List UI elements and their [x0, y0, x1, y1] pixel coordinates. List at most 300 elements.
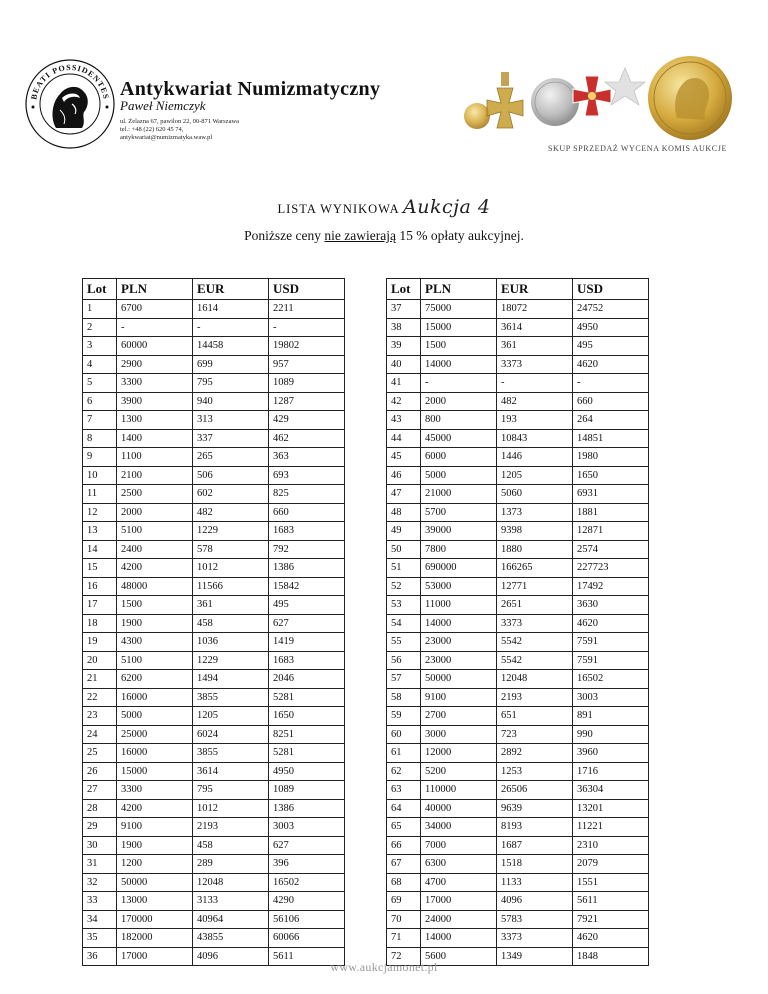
table-header-row [387, 279, 649, 300]
table-row [387, 799, 649, 818]
eur-cell: 265 [193, 448, 269, 467]
pln-cell: 1500 [117, 596, 193, 615]
pln-cell: 6700 [117, 300, 193, 319]
usd-cell: 1848 [573, 947, 649, 966]
table-row [83, 670, 345, 689]
lot-cell: 54 [387, 614, 421, 633]
table-row [387, 929, 649, 948]
lot-cell: 51 [387, 559, 421, 578]
lot-cell: 68 [387, 873, 421, 892]
usd-cell: 5611 [573, 892, 649, 911]
pln-cell: 6000 [421, 448, 497, 467]
lot-cell: 67 [387, 855, 421, 874]
lot-cell: 38 [387, 318, 421, 337]
pln-cell: 3900 [117, 392, 193, 411]
pln-cell: 5700 [421, 503, 497, 522]
usd-cell: 957 [269, 355, 345, 374]
lot-cell: 22 [83, 688, 117, 707]
pln-cell: 60000 [117, 337, 193, 356]
table-row [83, 910, 345, 929]
eur-cell: 9639 [497, 799, 573, 818]
table-row [83, 300, 345, 319]
eur-cell: 40964 [193, 910, 269, 929]
header-lot: Lot [83, 279, 117, 300]
pln-cell: 34000 [421, 818, 497, 837]
pln-cell: 690000 [421, 559, 497, 578]
eur-cell: 3373 [497, 355, 573, 374]
usd-cell: 2079 [573, 855, 649, 874]
address-line: ul. Żelazna 67, pawilon 22, 00-871 Warszawa [120, 118, 240, 125]
eur-cell: 2193 [497, 688, 573, 707]
pln-cell: 1300 [117, 411, 193, 430]
lot-cell: 53 [387, 596, 421, 615]
pln-cell: 7000 [421, 836, 497, 855]
pln-cell: 4200 [117, 799, 193, 818]
pln-cell: 1200 [117, 855, 193, 874]
table-row [83, 392, 345, 411]
seal-logo-icon [20, 52, 120, 152]
eur-cell: 699 [193, 355, 269, 374]
lot-cell: 21 [83, 670, 117, 689]
lot-cell: 31 [83, 855, 117, 874]
header-eur: EUR [497, 279, 573, 300]
table-row [83, 781, 345, 800]
usd-cell: 3630 [573, 596, 649, 615]
usd-cell: 363 [269, 448, 345, 467]
lot-cell: 40 [387, 355, 421, 374]
table-row [83, 466, 345, 485]
eur-cell: 4096 [497, 892, 573, 911]
eur-cell: 795 [193, 374, 269, 393]
pln-cell: 2000 [421, 392, 497, 411]
lot-cell: 61 [387, 744, 421, 763]
pln-cell: 16000 [117, 688, 193, 707]
usd-cell: 6931 [573, 485, 649, 504]
lot-cell: 34 [83, 910, 117, 929]
pln-cell: 110000 [421, 781, 497, 800]
pln-cell: 25000 [117, 725, 193, 744]
eur-cell: 795 [193, 781, 269, 800]
table-row [83, 540, 345, 559]
eur-cell: 940 [193, 392, 269, 411]
usd-cell: 1716 [573, 762, 649, 781]
lot-cell: 24 [83, 725, 117, 744]
eur-cell: 313 [193, 411, 269, 430]
results-table-right [386, 278, 649, 966]
pln-cell: 4700 [421, 873, 497, 892]
header-lot: Lot [387, 279, 421, 300]
lot-cell: 6 [83, 392, 117, 411]
usd-cell: 2574 [573, 540, 649, 559]
usd-cell: 3003 [573, 688, 649, 707]
usd-cell: 24752 [573, 300, 649, 319]
table-body-left [83, 300, 345, 966]
usd-cell: 825 [269, 485, 345, 504]
usd-cell: 462 [269, 429, 345, 448]
eur-cell: 1494 [193, 670, 269, 689]
lot-cell: 58 [387, 688, 421, 707]
eur-cell: 1446 [497, 448, 573, 467]
table-row [83, 596, 345, 615]
usd-cell: 4620 [573, 355, 649, 374]
usd-cell: 660 [573, 392, 649, 411]
lot-cell: 44 [387, 429, 421, 448]
lot-cell: 19 [83, 633, 117, 652]
results-table-left [82, 278, 345, 966]
usd-cell: 1881 [573, 503, 649, 522]
header-usd: USD [269, 279, 345, 300]
eur-cell: 1687 [497, 836, 573, 855]
pln-cell: 3000 [421, 725, 497, 744]
usd-cell: - [269, 318, 345, 337]
table-row [387, 485, 649, 504]
pln-cell: 39000 [421, 522, 497, 541]
lot-cell: 69 [387, 892, 421, 911]
pln-cell: 14000 [421, 355, 497, 374]
usd-cell: 227723 [573, 559, 649, 578]
lot-cell: 5 [83, 374, 117, 393]
table-row [387, 577, 649, 596]
pln-cell: 1400 [117, 429, 193, 448]
table-row [83, 744, 345, 763]
table-row [387, 633, 649, 652]
usd-cell: 7591 [573, 651, 649, 670]
pln-cell: 9100 [117, 818, 193, 837]
table-row [387, 559, 649, 578]
usd-cell: 1386 [269, 559, 345, 578]
eur-cell: 1229 [193, 651, 269, 670]
eur-cell: 1133 [497, 873, 573, 892]
table-body-right [387, 300, 649, 966]
header-pln: PLN [117, 279, 193, 300]
usd-cell: 7591 [573, 633, 649, 652]
pln-cell: 170000 [117, 910, 193, 929]
usd-cell: 16502 [269, 873, 345, 892]
usd-cell: 17492 [573, 577, 649, 596]
lot-cell: 20 [83, 651, 117, 670]
lot-cell: 11 [83, 485, 117, 504]
table-row [387, 651, 649, 670]
lot-cell: 23 [83, 707, 117, 726]
eur-cell: 1205 [193, 707, 269, 726]
table-row [387, 614, 649, 633]
eur-cell: 3855 [193, 688, 269, 707]
eur-cell: 193 [497, 411, 573, 430]
lot-cell: 17 [83, 596, 117, 615]
pln-cell: 75000 [421, 300, 497, 319]
lot-cell: 16 [83, 577, 117, 596]
note-before: Poniższe ceny [244, 228, 325, 243]
eur-cell: 482 [193, 503, 269, 522]
usd-cell: 396 [269, 855, 345, 874]
eur-cell: 1036 [193, 633, 269, 652]
lot-cell: 37 [387, 300, 421, 319]
eur-cell: 578 [193, 540, 269, 559]
table-row [83, 411, 345, 430]
table-row [387, 374, 649, 393]
usd-cell: 16502 [573, 670, 649, 689]
table-row [83, 448, 345, 467]
table-row [387, 429, 649, 448]
usd-cell: 1386 [269, 799, 345, 818]
usd-cell: 3960 [573, 744, 649, 763]
pln-cell: 48000 [117, 577, 193, 596]
lot-cell: 42 [387, 392, 421, 411]
usd-cell: 12871 [573, 522, 649, 541]
lot-cell: 72 [387, 947, 421, 966]
pln-cell: 17000 [117, 947, 193, 966]
usd-cell: 2046 [269, 670, 345, 689]
table-row [387, 596, 649, 615]
table-row [83, 929, 345, 948]
pln-cell: 17000 [421, 892, 497, 911]
pln-cell: 50000 [421, 670, 497, 689]
eur-cell: 12048 [193, 873, 269, 892]
eur-cell: 361 [193, 596, 269, 615]
usd-cell: 36304 [573, 781, 649, 800]
table-row [83, 633, 345, 652]
eur-cell: 602 [193, 485, 269, 504]
table-header-row [83, 279, 345, 300]
eur-cell: 4096 [193, 947, 269, 966]
table-row [387, 355, 649, 374]
usd-cell: 1287 [269, 392, 345, 411]
pln-cell: - [421, 374, 497, 393]
pln-cell: 53000 [421, 577, 497, 596]
usd-cell: - [573, 374, 649, 393]
pln-cell: 15000 [117, 762, 193, 781]
pln-cell: 4300 [117, 633, 193, 652]
pln-cell: 23000 [421, 633, 497, 652]
lot-cell: 30 [83, 836, 117, 855]
lot-cell: 57 [387, 670, 421, 689]
lot-cell: 28 [83, 799, 117, 818]
table-row [387, 725, 649, 744]
eur-cell: 482 [497, 392, 573, 411]
eur-cell: 3614 [497, 318, 573, 337]
eur-cell: 2651 [497, 596, 573, 615]
lot-cell: 36 [83, 947, 117, 966]
eur-cell: 1349 [497, 947, 573, 966]
lot-cell: 8 [83, 429, 117, 448]
eur-cell: 12048 [497, 670, 573, 689]
usd-cell: 495 [573, 337, 649, 356]
usd-cell: 627 [269, 836, 345, 855]
pln-cell: 6200 [117, 670, 193, 689]
table-row [83, 892, 345, 911]
pln-cell: 5600 [421, 947, 497, 966]
lot-cell: 48 [387, 503, 421, 522]
price-note [0, 228, 768, 244]
lot-cell: 13 [83, 522, 117, 541]
table-row [83, 429, 345, 448]
eur-cell: 289 [193, 855, 269, 874]
title-main: LISTA WYNIKOWA [277, 202, 399, 216]
usd-cell: 2310 [573, 836, 649, 855]
table-row [83, 503, 345, 522]
pln-cell: 21000 [421, 485, 497, 504]
table-row [83, 818, 345, 837]
eur-cell: 723 [497, 725, 573, 744]
lot-cell: 71 [387, 929, 421, 948]
table-row [83, 707, 345, 726]
eur-cell: 10843 [497, 429, 573, 448]
usd-cell: 1980 [573, 448, 649, 467]
lot-cell: 49 [387, 522, 421, 541]
lot-cell: 65 [387, 818, 421, 837]
pln-cell: 1500 [421, 337, 497, 356]
usd-cell: 1551 [573, 873, 649, 892]
usd-cell: 2211 [269, 300, 345, 319]
phone-line: tel.: +48 (22) 620 45 74, [120, 126, 184, 133]
usd-cell: 1683 [269, 522, 345, 541]
pln-cell: 1900 [117, 614, 193, 633]
pln-cell: 7800 [421, 540, 497, 559]
usd-cell: 1650 [573, 466, 649, 485]
usd-cell: 429 [269, 411, 345, 430]
eur-cell: 2193 [193, 818, 269, 837]
eur-cell: 1518 [497, 855, 573, 874]
pln-cell: 2900 [117, 355, 193, 374]
lot-cell: 29 [83, 818, 117, 837]
usd-cell: 4290 [269, 892, 345, 911]
document-title [0, 196, 768, 218]
table-row [83, 355, 345, 374]
pln-cell: 50000 [117, 873, 193, 892]
title-auction: Aukcja 4 [403, 196, 491, 218]
usd-cell: 1089 [269, 374, 345, 393]
eur-cell: 43855 [193, 929, 269, 948]
pln-cell: 9100 [421, 688, 497, 707]
usd-cell: 14851 [573, 429, 649, 448]
lot-cell: 4 [83, 355, 117, 374]
pln-cell: 15000 [421, 318, 497, 337]
table-row [387, 503, 649, 522]
lot-cell: 52 [387, 577, 421, 596]
pln-cell: 3300 [117, 374, 193, 393]
usd-cell: 13201 [573, 799, 649, 818]
table-row [387, 688, 649, 707]
email-line: antykwariat@numizmatyka.waw.pl [120, 134, 213, 141]
usd-cell: 4620 [573, 929, 649, 948]
eur-cell: 337 [193, 429, 269, 448]
lot-cell: 12 [83, 503, 117, 522]
lot-cell: 70 [387, 910, 421, 929]
table-row [387, 522, 649, 541]
eur-cell: 1614 [193, 300, 269, 319]
eur-cell: 18072 [497, 300, 573, 319]
pln-cell: 2700 [421, 707, 497, 726]
eur-cell: 3373 [497, 614, 573, 633]
table-row [387, 337, 649, 356]
table-row [83, 485, 345, 504]
usd-cell: 4950 [573, 318, 649, 337]
table-row [83, 318, 345, 337]
usd-cell: 15842 [269, 577, 345, 596]
lot-cell: 45 [387, 448, 421, 467]
lot-cell: 18 [83, 614, 117, 633]
lot-cell: 1 [83, 300, 117, 319]
table-row [387, 670, 649, 689]
table-row [387, 448, 649, 467]
eur-cell: 1012 [193, 559, 269, 578]
table-row [387, 762, 649, 781]
eur-cell: 458 [193, 836, 269, 855]
lot-cell: 66 [387, 836, 421, 855]
tagline: SKUP SPRZEDAŻ WYCENA KOMIS AUKCJE [548, 144, 727, 153]
pln-cell: 40000 [421, 799, 497, 818]
table-row [387, 855, 649, 874]
eur-cell: 1012 [193, 799, 269, 818]
usd-cell: 1650 [269, 707, 345, 726]
eur-cell: 1373 [497, 503, 573, 522]
table-row [387, 818, 649, 837]
table-row [387, 318, 649, 337]
company-name: Antykwariat Numizmatyczny [120, 78, 381, 100]
pln-cell: 4200 [117, 559, 193, 578]
usd-cell: 1683 [269, 651, 345, 670]
pln-cell: 5100 [117, 651, 193, 670]
lot-cell: 39 [387, 337, 421, 356]
usd-cell: 5281 [269, 744, 345, 763]
table-row [83, 651, 345, 670]
pln-cell: 800 [421, 411, 497, 430]
usd-cell: 495 [269, 596, 345, 615]
table-row [83, 873, 345, 892]
eur-cell: 6024 [193, 725, 269, 744]
table-row [83, 577, 345, 596]
usd-cell: 60066 [269, 929, 345, 948]
table-row [387, 892, 649, 911]
pln-cell: 6300 [421, 855, 497, 874]
table-row [83, 762, 345, 781]
usd-cell: 8251 [269, 725, 345, 744]
lot-cell: 2 [83, 318, 117, 337]
address-block [120, 118, 239, 142]
lot-cell: 56 [387, 651, 421, 670]
eur-cell: 14458 [193, 337, 269, 356]
eur-cell: 361 [497, 337, 573, 356]
usd-cell: 990 [573, 725, 649, 744]
seal-text: BEATI POSSIDENTES [29, 62, 111, 101]
usd-cell: 891 [573, 707, 649, 726]
lot-cell: 62 [387, 762, 421, 781]
usd-cell: 19802 [269, 337, 345, 356]
pln-cell: 5200 [421, 762, 497, 781]
eur-cell: 166265 [497, 559, 573, 578]
eur-cell: 1205 [497, 466, 573, 485]
pln-cell: 2500 [117, 485, 193, 504]
table-row [83, 688, 345, 707]
lot-cell: 26 [83, 762, 117, 781]
eur-cell: 1229 [193, 522, 269, 541]
header-pln: PLN [421, 279, 497, 300]
pln-cell: 14000 [421, 614, 497, 633]
pln-cell: 182000 [117, 929, 193, 948]
usd-cell: 792 [269, 540, 345, 559]
eur-cell: 3614 [193, 762, 269, 781]
table-row [387, 707, 649, 726]
usd-cell: 5611 [269, 947, 345, 966]
lot-cell: 41 [387, 374, 421, 393]
pln-cell: 1900 [117, 836, 193, 855]
table-row [83, 836, 345, 855]
usd-cell: 264 [573, 411, 649, 430]
eur-cell: 12771 [497, 577, 573, 596]
pln-cell: 23000 [421, 651, 497, 670]
usd-cell: 56106 [269, 910, 345, 929]
note-underlined: nie zawierają [324, 228, 396, 243]
